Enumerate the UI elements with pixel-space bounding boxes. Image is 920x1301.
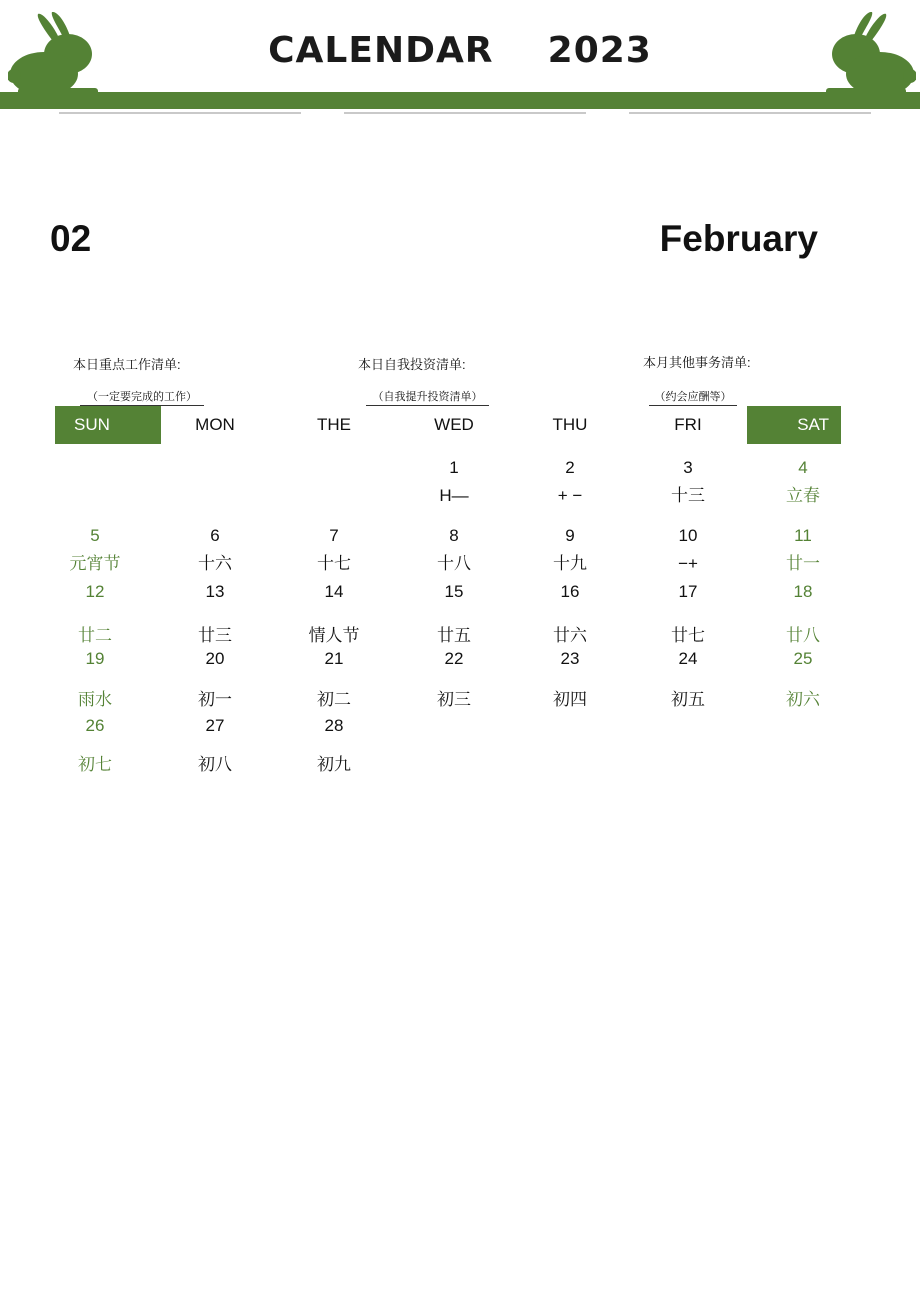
day-number: 23 xyxy=(560,649,580,668)
day-number: 20 xyxy=(205,649,225,668)
day-number: 12 xyxy=(85,582,105,601)
lunar-label: 情人节 xyxy=(308,626,360,645)
header-band xyxy=(0,92,920,109)
lunar-label: 十八 xyxy=(437,554,471,573)
day-number: 10 xyxy=(678,526,698,545)
lunar-label: 廿八 xyxy=(786,626,820,645)
lunar-date xyxy=(409,550,499,578)
lunar-date xyxy=(643,686,733,714)
weekday-sun: SUN xyxy=(55,406,161,444)
day-cell[interactable] xyxy=(530,645,610,673)
day-cell[interactable] xyxy=(763,522,843,550)
lunar-date xyxy=(50,686,140,714)
day-cell[interactable] xyxy=(648,645,728,673)
header-divider xyxy=(59,112,301,114)
lunar-date xyxy=(525,550,615,578)
day-number: 15 xyxy=(444,582,464,601)
lunar-label: 初三 xyxy=(437,690,471,709)
day-number: 11 xyxy=(794,526,812,545)
lunar-label: 初二 xyxy=(317,690,351,709)
day-number: 24 xyxy=(678,649,698,668)
day-cell[interactable] xyxy=(294,522,374,550)
lunar-date xyxy=(289,751,379,779)
lunar-label: −+ xyxy=(678,554,698,573)
lunar-date xyxy=(170,550,260,578)
calendar-header xyxy=(0,0,920,120)
lunar-date xyxy=(170,751,260,779)
lunar-label: 初八 xyxy=(198,755,232,774)
lunar-label: 立春 xyxy=(786,486,820,505)
rabbit-icon xyxy=(820,12,916,96)
lunar-label: 初九 xyxy=(317,755,351,774)
lunar-label: 十三 xyxy=(671,486,705,505)
day-cell[interactable] xyxy=(175,645,255,673)
month-number: 02 xyxy=(50,218,92,259)
notes-label-work: 本日重点工作清单: xyxy=(73,357,181,372)
day-cell[interactable] xyxy=(414,522,494,550)
day-number: 13 xyxy=(205,582,225,601)
day-cell[interactable] xyxy=(648,522,728,550)
day-number: 21 xyxy=(324,649,344,668)
lunar-date xyxy=(409,686,499,714)
notes-label-other: 本月其他事务清单: xyxy=(643,355,751,370)
day-cell[interactable] xyxy=(763,454,843,482)
lunar-label: 廿三 xyxy=(198,626,232,645)
lunar-label: 廿六 xyxy=(553,626,587,645)
day-number: 18 xyxy=(793,582,813,601)
lunar-date xyxy=(50,550,140,578)
lunar-date xyxy=(289,686,379,714)
day-number: 7 xyxy=(329,526,339,545)
lunar-label: 廿七 xyxy=(671,626,705,645)
day-number: 25 xyxy=(793,649,813,668)
day-number: 19 xyxy=(85,649,105,668)
lunar-date xyxy=(289,550,379,578)
calendar-title: CALENDAR 2023 xyxy=(268,30,652,71)
lunar-date xyxy=(50,751,140,779)
day-cell[interactable] xyxy=(175,522,255,550)
lunar-label: 初一 xyxy=(198,690,232,709)
day-cell[interactable] xyxy=(414,578,494,606)
weekday-fri: FRI xyxy=(674,415,702,434)
day-cell[interactable] xyxy=(294,578,374,606)
lunar-date xyxy=(525,482,615,510)
day-cell[interactable] xyxy=(175,578,255,606)
day-cell[interactable] xyxy=(530,522,610,550)
notes-sub-invest: （自我提升投资清单） xyxy=(366,388,489,406)
day-number: 16 xyxy=(560,582,580,601)
day-cell[interactable] xyxy=(530,454,610,482)
lunar-label: H— xyxy=(439,486,469,505)
weekday-thu: THU xyxy=(552,415,588,434)
lunar-label: + − xyxy=(557,486,583,505)
lunar-label: 元宵节 xyxy=(69,554,121,573)
weekday-wed: WED xyxy=(434,415,474,434)
day-cell[interactable] xyxy=(414,645,494,673)
day-number: 1 xyxy=(449,458,459,477)
day-number: 26 xyxy=(85,716,105,735)
notes-sub-other: （约会应酬等） xyxy=(649,388,737,406)
day-cell[interactable] xyxy=(763,578,843,606)
day-number: 28 xyxy=(324,716,344,735)
day-number: 5 xyxy=(90,526,100,545)
weekday-sat: SAT xyxy=(747,406,841,444)
notes-sub-work: （一定要完成的工作） xyxy=(80,388,204,406)
header-divider xyxy=(344,112,586,114)
weekday-the: THE xyxy=(317,415,351,434)
lunar-date xyxy=(643,550,733,578)
day-number: 17 xyxy=(678,582,698,601)
lunar-label: 初六 xyxy=(786,690,820,709)
lunar-label: 初七 xyxy=(78,755,112,774)
day-number: 6 xyxy=(210,526,220,545)
lunar-label: 初五 xyxy=(671,690,705,709)
lunar-label: 廿一 xyxy=(786,554,820,573)
lunar-date xyxy=(170,686,260,714)
day-number: 4 xyxy=(798,458,808,477)
day-cell[interactable] xyxy=(55,712,135,740)
day-number: 2 xyxy=(565,458,575,477)
lunar-label: 初四 xyxy=(553,690,587,709)
lunar-date xyxy=(643,482,733,510)
lunar-label: 廿五 xyxy=(437,626,471,645)
day-cell[interactable] xyxy=(55,645,135,673)
lunar-label: 十七 xyxy=(317,554,351,573)
day-cell[interactable] xyxy=(294,645,374,673)
day-number: 14 xyxy=(324,582,344,601)
day-cell[interactable] xyxy=(414,454,494,482)
lunar-date xyxy=(409,482,499,510)
lunar-label: 十六 xyxy=(198,554,232,573)
day-number: 3 xyxy=(683,458,693,477)
weekday-mon: MON xyxy=(195,415,235,434)
day-cell[interactable] xyxy=(55,578,135,606)
lunar-label: 雨水 xyxy=(78,690,112,709)
lunar-date xyxy=(758,482,848,510)
day-number: 9 xyxy=(565,526,575,545)
day-cell[interactable] xyxy=(763,645,843,673)
day-number: 27 xyxy=(205,716,225,735)
day-cell[interactable] xyxy=(55,522,135,550)
lunar-label: 十九 xyxy=(553,554,587,573)
day-cell[interactable] xyxy=(175,712,255,740)
day-cell[interactable] xyxy=(530,578,610,606)
lunar-date xyxy=(758,686,848,714)
day-number: 8 xyxy=(449,526,459,545)
lunar-label: 廿二 xyxy=(78,626,112,645)
day-number: 22 xyxy=(444,649,464,668)
notes-label-invest: 本日自我投资清单: xyxy=(358,357,466,372)
lunar-date xyxy=(758,550,848,578)
header-divider xyxy=(629,112,871,114)
day-cell[interactable] xyxy=(294,712,374,740)
day-cell[interactable] xyxy=(648,454,728,482)
month-name: February xyxy=(659,218,818,259)
day-cell[interactable] xyxy=(648,578,728,606)
lunar-date xyxy=(525,686,615,714)
